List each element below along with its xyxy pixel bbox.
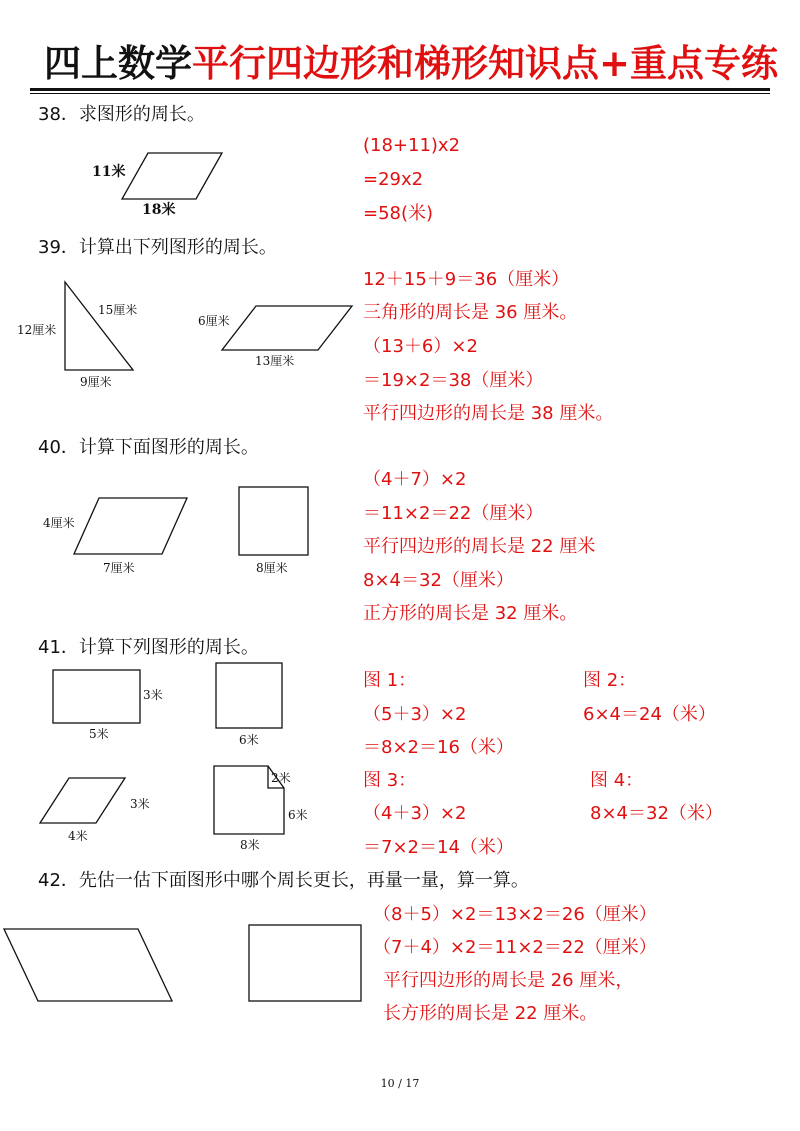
q41-right-1: 图 2： (583, 670, 637, 691)
q41-fig1-label-height: 3米 (143, 688, 163, 702)
q38-prompt: 38．求图形的周长。 (38, 104, 205, 125)
q40-answer-3: 平行四边形的周长是 22 厘米 (363, 536, 596, 557)
q42-rectangle (249, 925, 361, 1001)
q41-left-2: （5＋3）×2 (363, 704, 467, 725)
q38-label-base: 18米 (142, 202, 176, 218)
q38-answer-1: (18+11)x2 (363, 135, 461, 156)
q41-right-3: 图 4： (590, 770, 644, 791)
q38-answer-3: =58(米) (363, 203, 434, 224)
q39-answer-1: 12＋15＋9＝36（厘米） (363, 269, 570, 290)
q41-fig1-label-width: 5米 (89, 727, 109, 741)
q41-left-6: ＝7×2＝14（米） (363, 837, 514, 858)
q39-answer-4: ＝19×2＝38（厘米） (363, 370, 544, 391)
q38-label-side: 11米 (92, 164, 126, 180)
q39-answer-2: 三角形的周长是 36 厘米。 (363, 302, 578, 323)
q42-answer-2: （7＋4）×2＝11×2＝22（厘米） (373, 937, 657, 958)
page-number: 10 / 17 (380, 1077, 420, 1090)
q39-label-pbase: 13厘米 (255, 354, 295, 368)
q41-fig4-label-height: 6米 (288, 808, 308, 822)
q40-answer-4: 8×4＝32（厘米） (363, 570, 514, 591)
q41-fig4-label-base: 8米 (240, 838, 260, 852)
q41-left-3: ＝8×2＝16（米） (363, 737, 514, 758)
q40-answer-1: （4＋7）×2 (363, 469, 467, 490)
q39-label-height: 12厘米 (17, 323, 57, 337)
title-prefix: 四上数学 (44, 42, 192, 85)
q40-answer-2: ＝11×2＝22（厘米） (363, 503, 544, 524)
q41-fig3-label-side: 3米 (130, 797, 150, 811)
q39-label-side: 6厘米 (198, 314, 230, 328)
q41-prompt: 41．计算下列图形的周长。 (38, 637, 259, 658)
q41-fig3-label-base: 4米 (68, 829, 88, 843)
q39-answer-3: （13＋6）×2 (363, 336, 478, 357)
q41-right-2: 6×4＝24（米） (583, 704, 716, 725)
q41-left-4: 图 3： (363, 770, 417, 791)
q40-answer-5: 正方形的周长是 32 厘米。 (363, 603, 578, 624)
q42-answer-4: 长方形的周长是 22 厘米。 (383, 1003, 598, 1024)
q39-label-hyp: 15厘米 (98, 303, 138, 317)
q41-fig4-label-notch: 2米 (271, 771, 291, 785)
q40-prompt: 40．计算下面图形的周长。 (38, 437, 259, 458)
q41-right-4: 8×4＝32（米） (590, 803, 723, 824)
q42-answer-3: 平行四边形的周长是 26 厘米， (383, 970, 634, 991)
q40-label-base: 7厘米 (103, 561, 135, 575)
q41-fig2-label: 6米 (239, 733, 259, 747)
q41-left-1: 图 1： (363, 670, 417, 691)
title-highlight: 平行四边形和梯形知识点+重点专练 (192, 42, 779, 85)
q39-prompt: 39．计算出下列图形的周长。 (38, 237, 277, 258)
q39-label-base: 9厘米 (80, 375, 112, 389)
q42-parallelogram (4, 929, 172, 1001)
q42-prompt: 42．先估一估下面图形中哪个周长更长，再量一量，算一算。 (38, 870, 529, 891)
q40-label-square: 8厘米 (256, 561, 288, 575)
q42-answer-1: （8＋5）×2＝13×2＝26（厘米） (373, 904, 657, 925)
q41-left-5: （4＋3）×2 (363, 803, 467, 824)
q39-answer-5: 平行四边形的周长是 38 厘米。 (363, 403, 614, 424)
q40-label-side: 4厘米 (43, 516, 75, 530)
q38-answer-2: =29x2 (363, 169, 424, 190)
